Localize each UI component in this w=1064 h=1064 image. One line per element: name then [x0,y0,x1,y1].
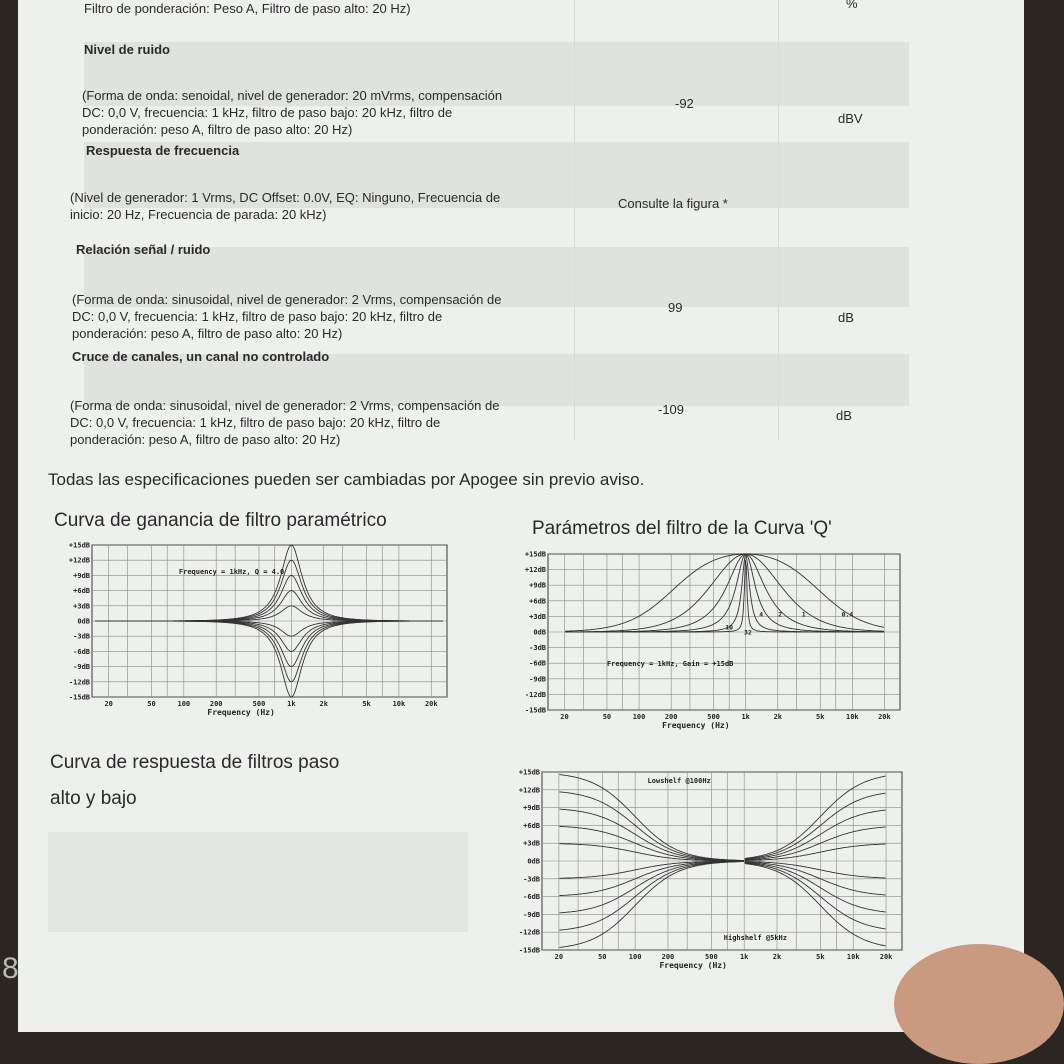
x-tick-label: 5k [815,713,825,721]
y-tick-label: -3dB [529,644,546,653]
parametric-gain-chart [30,541,450,735]
highshelf-label: Highshelf @5kHz [723,934,787,943]
x-tick-label: 1k [739,953,749,961]
chart-annotation: Frequency = 1kHz, Gain = +15dB [606,660,734,669]
highshelf-curve [745,863,886,912]
x-tick-label: 20k [879,953,893,961]
x-tick-label: 10k [845,713,859,721]
x-tick-label: 200 [209,700,223,708]
q-label: 4 [759,610,764,619]
chart-annotation: Frequency = 1kHz, Q = 4.0 [178,568,285,577]
row-2-desc-line-0: (Nivel de generador: 1 Vrms, DC Offset: 0.0V, EQ: Ninguno, Frecuencia de [70,190,501,205]
y-tick-label: +6dB [529,597,546,606]
y-tick-label: -9dB [529,675,546,684]
x-tick-label: 1k [741,713,750,721]
x-tick-label: 1k [287,700,296,708]
row-4-value: -109 [658,402,685,417]
row-2-value: Consulte la figura * [618,196,728,211]
shelf-title-line-2: alto y bajo [50,788,137,809]
y-tick-label: 0dB [533,628,546,637]
lowshelf-curve [559,809,743,861]
x-tick-label: 500 [252,700,266,708]
y-tick-label: -3dB [73,632,90,641]
lowshelf-curve [559,862,743,948]
q-label: 10 [725,623,734,632]
y-tick-label: +9dB [529,581,546,590]
x-tick-label: 20 [560,713,569,721]
y-tick-label: -12dB [524,690,546,699]
y-tick-label: 0dB [527,857,540,866]
y-tick-label: +15dB [518,768,540,777]
x-axis-label: Frequency (Hz) [659,961,727,970]
row-4-desc-line-0: (Forma de onda: sinusoidal, nivel de generador: 2 Vrms, compensación de [70,398,500,413]
y-tick-label: -6dB [523,893,540,902]
x-tick-label: 2k [773,713,783,721]
y-tick-label: -9dB [73,663,90,672]
column-divider [574,0,575,440]
row-1-value: -92 [675,96,694,111]
faded-area [48,832,468,932]
thumb [894,944,1064,1064]
row-0-unit: % [846,0,858,11]
y-tick-label: +12dB [524,566,546,575]
lowshelf-curve [559,792,743,861]
x-tick-label: 20k [878,713,891,721]
column-divider [778,0,779,440]
row-4-header: Cruce de canales, un canal no controlado [72,349,330,364]
highshelf-curve [745,863,886,929]
y-tick-label: +9dB [73,571,90,580]
row-3-desc-line-2: ponderación: peso A, filtro de paso alto: 20 Hz) [72,326,343,341]
row-3-desc-line-0: (Forma de onda: sinusoidal, nivel de generador: 2 Vrms, compensación de [72,292,502,307]
x-tick-label: 500 [705,953,718,961]
shelf-filter-chart [490,770,894,982]
q-label: 1 [801,610,806,619]
y-tick-label: +3dB [73,602,90,611]
row-1-desc-line-2: ponderación: peso A, filtro de paso alto: 20 Hz) [82,122,353,137]
row-2-header: Respuesta de frecuencia [86,143,240,158]
x-tick-label: 20 [554,953,564,961]
lowshelf-curve [559,861,743,913]
x-tick-label: 10k [392,700,406,708]
x-tick-label: 20k [424,700,438,708]
row-2-desc-line-1: inicio: 20 Hz, Frecuencia de parada: 20 kHz) [70,207,327,222]
x-tick-label: 100 [632,713,646,721]
lowshelf-curve [559,862,743,931]
x-tick-label: 500 [707,713,720,721]
lowshelf-curve [559,844,743,861]
row-4-unit: dB [836,408,852,423]
row-4-desc-line-2: ponderación: peso A, filtro de paso alto: 20 Hz) [70,432,341,447]
x-axis-label: Frequency (Hz) [662,721,730,730]
row-3-header: Relación señal / ruido [76,242,211,257]
row-1-header: Nivel de ruido [84,42,170,57]
y-tick-label: -3dB [523,875,540,884]
y-tick-label: +12dB [68,556,90,565]
y-tick-label: -6dB [73,647,90,656]
lowshelf-curve [559,861,743,878]
x-tick-label: 10k [846,953,860,961]
manual-page [2,0,1024,1032]
x-tick-label: 50 [598,953,607,961]
row-0-desc-line-0: Filtro de ponderación: Peso A, Filtro de paso alto: 20 Hz) [84,1,411,16]
y-tick-label: 0dB [77,617,90,626]
parametric-chart-title: Curva de ganancia de filtro paramétrico [54,510,387,531]
x-tick-label: 100 [628,953,642,961]
y-tick-label: +3dB [529,612,546,621]
q-label: 0.4 [841,610,854,619]
x-tick-label: 200 [661,953,675,961]
x-axis-label: Frequency (Hz) [207,708,275,717]
highshelf-curve [745,793,886,859]
x-tick-label: 2k [319,700,328,708]
q-chart-title: Parámetros del filtro de la Curva 'Q' [532,518,832,539]
y-tick-label: +15dB [524,550,546,559]
y-tick-label: +12dB [518,786,540,795]
y-tick-label: -6dB [529,659,546,668]
x-tick-label: 100 [177,700,191,708]
row-1-desc-line-1: DC: 0,0 V, frecuencia: 1 kHz, filtro de paso bajo: 20 kHz, filtro de [82,105,453,120]
y-tick-label: -15dB [518,946,540,955]
highshelf-curve [745,827,886,860]
y-tick-label: +6dB [523,821,540,830]
q-curve-chart [490,552,890,742]
y-tick-label: +9dB [523,804,540,813]
y-tick-label: +6dB [73,587,90,596]
lowshelf-label: Lowshelf @100Hz [647,777,711,785]
x-tick-label: 50 [602,713,612,721]
x-tick-label: 5k [362,700,371,708]
row-4-desc-line-1: DC: 0,0 V, frecuencia: 1 kHz, filtro de paso bajo: 20 kHz, filtro de [70,415,441,430]
row-3-desc-line-1: DC: 0,0 V, frecuencia: 1 kHz, filtro de paso bajo: 20 kHz, filtro de [72,309,443,324]
x-tick-label: 50 [147,700,156,708]
x-tick-label: 200 [664,713,678,721]
y-tick-label: -9dB [523,910,540,919]
gain-curve [95,545,442,621]
row-1-desc-line-0: (Forma de onda: senoidal, nivel de generador: 20 mVrms, compensación [82,88,503,103]
x-tick-label: 2k [772,953,782,961]
row-3-value: 99 [668,300,683,315]
y-tick-label: -12dB [518,928,540,937]
x-tick-label: 5k [816,953,825,961]
shelf-title-line-1: Curva de respuesta de filtros paso [50,752,340,773]
page-number: 8 [2,952,19,985]
y-tick-label: -12dB [68,678,90,687]
spec-notice: Todas las especificaciones pueden ser cambiadas por Apogee sin previo aviso. [48,470,645,489]
row-3-unit: dB [838,310,854,325]
y-tick-label: -15dB [524,706,546,715]
lowshelf-curve [559,775,743,861]
y-tick-label: +15dB [68,541,90,550]
q-label: 32 [744,628,752,637]
y-tick-label: +3dB [523,839,540,848]
highshelf-curve [745,810,886,859]
gain-curve [95,621,442,697]
row-1-unit: dBV [838,111,863,126]
y-tick-label: -15dB [68,693,90,702]
x-tick-label: 20 [104,700,113,708]
q-label: 2 [778,610,783,619]
highshelf-curve [745,776,886,858]
